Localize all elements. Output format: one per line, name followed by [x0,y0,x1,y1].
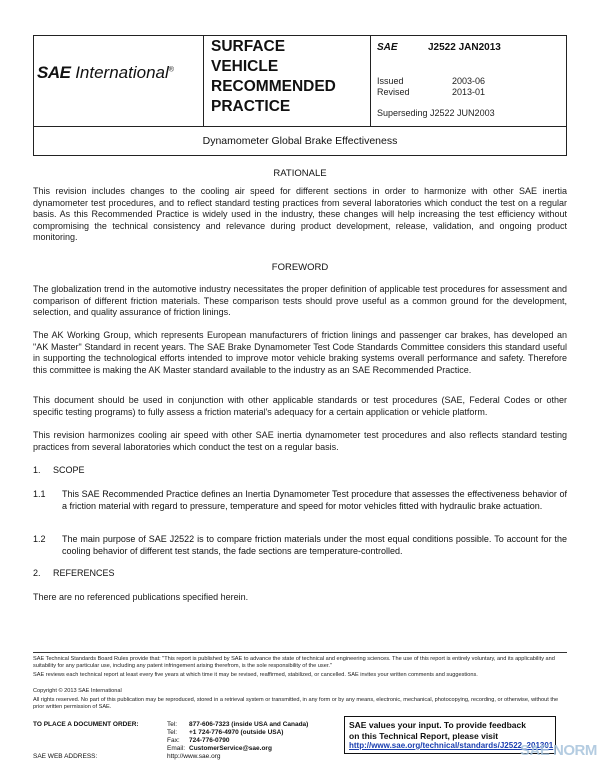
superseding-note: Superseding J2522 JUN2003 [377,108,495,118]
scope-item-1-text: This SAE Recommended Practice defines an Inertia Dynamometer Test procedure that assesses the effectiveness behavior of a friction material with regard to pressure, temperature and speed for motor vehicles fitted with hydraulic brake actuation. [62,489,567,511]
foreword-paragraph-2: The AK Working Group, which represents European manufacturers of friction linings and passenger car brakes, has developed an "AK Master" Standard in recent years. The SAE Brake Dynamometer Test Code Standards Committee considers this standard useful in supporting the technological efforts intended to improve motor vehicle braking systems overall performance and safety. Therefore this committee is making the AK Master standard available to the industry as an SAE Recommended Practice. [33,330,567,375]
references-text: There are no referenced publications specified herein. [33,592,249,602]
foreword-paragraph-1: The globalization trend in the automotive industry necessitates the proper definition of applicable test procedures for assessment and comparison of different friction materials. These comparison tests should prove useful as a common ground for the development, selection, and quality assurance of friction linings. [33,284,567,318]
scope-number: 1. [33,465,41,475]
rationale-heading: RATIONALE [273,168,327,179]
footer-review-note: SAE reviews each technical report at least every five years at which time it may be revised, reaffirmed, stabilized, or cancelled. SAE invites your written comments and suggestions. [33,672,478,678]
references-number: 2. [33,568,41,578]
practice-type [211,37,336,117]
order-row-email [33,745,333,753]
order-row-value[interactable]: CustomerService@sae.org [189,745,272,752]
sae-international-logo [37,63,174,83]
order-row-value: 877-606-7323 (inside USA and Canada) [189,721,309,728]
scope-item-2-number: 1.2 [33,534,46,544]
practice-line-3: RECOMMENDED [211,78,336,95]
feedback-link[interactable]: http://www.sae.org/technical/standards/J2522_201301 [349,741,554,750]
order-row-key: Tel: [167,721,178,728]
issued-value: 2003-06 [452,76,486,86]
order-contacts [33,721,333,761]
order-row-web [33,753,333,761]
order-row-value[interactable]: http://www.sae.org [167,753,221,760]
footer-copyright: Copyright © 2013 SAE International [33,688,122,694]
scope-item-2-text: The main purpose of SAE J2522 is to compare friction materials under the most equal conditions possible. To account for the cooling behavior of different test stands, the fade sections are temperature-controlled. [62,534,567,556]
order-row-tel-intl [33,729,333,737]
feedback-line-2: on this Technical Report, please visit [349,730,499,741]
foreword-heading: FOREWORD [271,262,329,273]
order-row-tel-domestic [33,721,333,729]
revised-label: Revised [377,87,410,97]
issued-label: Issued [377,76,404,86]
order-row-value: 724-776-0790 [189,737,230,744]
document-title: Dynamometer Global Brake Effectiveness [33,126,567,156]
rationale-text: This revision includes changes to the cooling air speed for different sections in order to harmonize with other SAE inertia dynamometer test procedures, and to reflect standard testing practices from several laboratories which conduct the test on a regular basis. As this Recommended Practice is widely used in the industry, these changes will help increasing the test efficiency without compromising the technical consistency and relevance during product development, release, validation, and ongoing product monitoring. [33,186,567,243]
logo-sae-text: SAE [37,63,71,82]
order-row-value: +1 724-776-4970 (outside USA) [189,729,284,736]
logo-international-text: International [75,63,169,82]
scope-heading: SCOPE [53,465,85,475]
feedback-line-1: SAE values your input. To provide feedback [349,720,526,730]
practice-line-2: VEHICLE [211,58,279,75]
order-label: TO PLACE A DOCUMENT ORDER: [33,721,139,728]
order-row-key: Tel: [167,729,178,736]
footer-rights-reserved: All rights reserved. No part of this publication may be reproduced, stored in a retrieval system or transmitted, in any form or by any means, electronic, mechanical, photocopying, recording, or otherwise, without the prior written permission of SAE. [33,697,559,711]
sae-mini-logo: SAE [377,42,398,53]
order-row-fax [33,737,333,745]
scope-item-1-number: 1.1 [33,489,46,499]
references-heading: REFERENCES [53,568,115,578]
footer-rule [33,652,567,653]
revised-value: 2013-01 [452,87,486,97]
header-divider-left [203,35,204,127]
standard-number: J2522 JAN2013 [428,42,501,53]
foreword-paragraph-3: This document should be used in conjunction with other applicable standards or test procedures (SAE, Federal Codes or other specific testing programs) to fully assess a friction material's adequacy for a certain application or vehicle platform. [33,395,567,417]
footer-board-rules: SAE Technical Standards Board Rules provide that: "This report is published by SAE to advance the state of technical and engineering sciences. The use of this report is entirely voluntary, and its applicability and suitability for any particular use, including any patent infringement arising therefrom, is the sole responsibility of the user." [33,656,555,670]
sae-norm-watermark: SAE NORM [520,742,597,759]
practice-line-4: PRACTICE [211,98,291,115]
foreword-paragraph-4: This revision harmonizes cooling air speed with other SAE inertia dynamometer test procedures and also reflects standard testing practices from several laboratories which conduct the test on a regular basis. [33,430,567,452]
order-row-key: Email: [167,745,186,752]
practice-line-1: SURFACE [211,38,286,55]
header-divider-right [370,35,371,127]
order-row-key: Fax: [167,737,180,744]
logo-registered-mark: ® [168,66,174,74]
order-row-key: SAE WEB ADDRESS: [33,753,98,760]
